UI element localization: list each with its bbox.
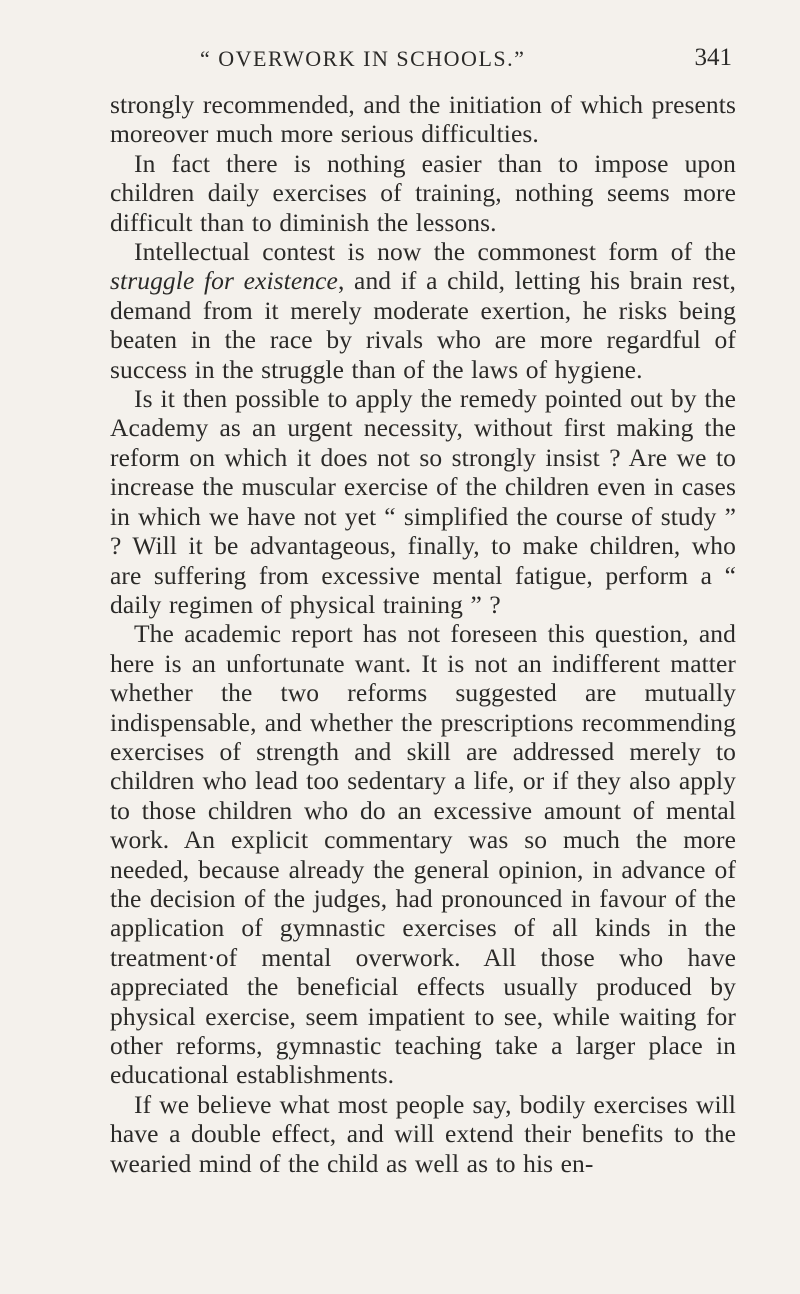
paragraph-text: , and if a child, letting his brain rest, demand from it merely moderate exertion, he risks being beaten in the race by rivals who are more regardful of success in the struggle than of the laws of hygiene. <box>110 266 736 384</box>
paragraph <box>110 237 736 384</box>
paragraph: Is it then possible to apply the remedy pointed out by the Academy as an urgent necessity, without first making the reform on which it does not so strongly insist ? Are we to increase the muscular exercise of the children even in cases in which we have not yet “ simplified the course of study ” ? Will it be advantageous, finally, to make children, who are suffering from excessive mental fatigue, perform a “ daily regimen of physical training ” ? <box>110 384 736 619</box>
page-number: 341 <box>694 44 732 71</box>
body-text <box>110 90 736 1178</box>
paragraph: In fact there is nothing easier than to impose upon children daily exercises of training, nothing seems more difficult than to diminish the lessons. <box>110 148 736 237</box>
paragraph-text: Intellectual contest is now the commonest form of the <box>134 237 736 267</box>
paragraph: If we believe what most people say, bodily exercises will have a double effect, and will extend their benefits to the wearied mind of the child as well as to his en- <box>110 1089 736 1178</box>
running-head <box>112 44 732 80</box>
running-title: “ OVERWORK IN SCHOOLS.” <box>200 46 526 71</box>
paragraph: The academic report has not foreseen this question, and here is an unfortunate want. It is not an indifferent matter whether the two reforms suggested are mutually indispensable, and whether the prescriptions recommending exercises of strength and skill are addressed merely to children who lead too sedentary a life, or if they also apply to those children who do an excessive amount of mental work. An explicit commentary was so much the more needed, because already the general opinion, in advance of the decision of the judges, had pronounced in favour of the application of gymnastic exercises of all kinds in the treatment·of mental overwork. All those who have appreciated the beneficial effects usually produced by physical exercise, seem impatient to see, while waiting for other reforms, gymnastic teaching take a larger place in educational establishments. <box>110 619 736 1090</box>
paragraph-continuation: strongly recommended, and the initiation of which presents moreover much more serious difficulties. <box>110 90 736 149</box>
emphasis-text: struggle for existence <box>110 266 338 296</box>
